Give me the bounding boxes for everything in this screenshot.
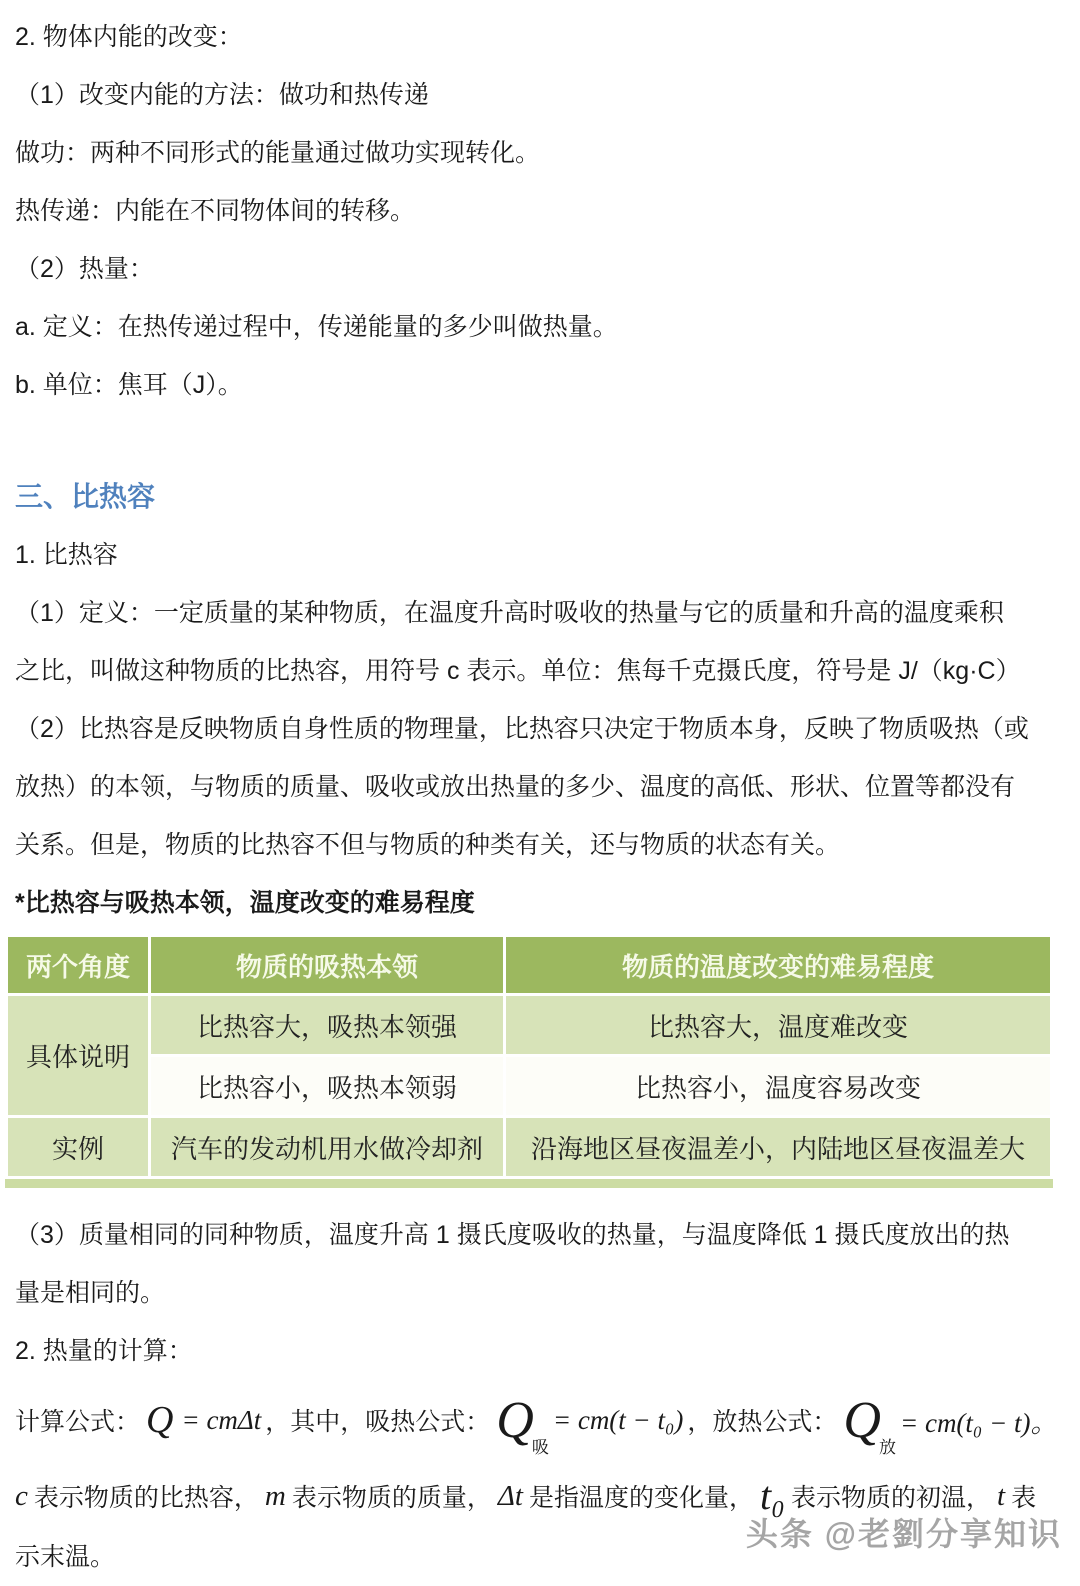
var-m: m — [264, 1479, 286, 1512]
explanation-text-5: 表 — [1011, 1484, 1037, 1512]
intro-line-6: a. 定义：在热传递过程中，传递能量的多少叫做热量。 — [15, 313, 618, 341]
heat-capacity-table — [5, 934, 1053, 1179]
table-cell-detail1-absorb: 比热容大，吸热本领强 — [151, 996, 503, 1054]
definition-line-2: 之比，叫做这种物质的比热容，用符号 c 表示。单位：焦每千克摄氏度，符号是 J/（kg·C） — [15, 657, 1021, 685]
table-header-row — [8, 937, 1050, 993]
explanation-text-2: 表示物质的质量， — [291, 1484, 492, 1512]
var-t: t — [997, 1479, 1006, 1512]
subsection-title: 1. 比热容 — [15, 541, 118, 569]
intro-line-7: b. 单位：焦耳（J）。 — [15, 371, 243, 399]
table-row — [8, 996, 1050, 1054]
table-cell-example-temp: 沿海地区昼夜温差小，内陆地区昼夜温差大 — [506, 1118, 1050, 1176]
explanation-last-line: 示末温。 — [15, 1543, 116, 1571]
section-title: 三、比热容 — [15, 481, 156, 512]
table-header-absorb: 物质的吸热本领 — [151, 937, 503, 993]
table-cell-detail2-absorb: 比热容小，吸热本领弱 — [151, 1057, 503, 1115]
var-c: c — [15, 1479, 28, 1512]
table-row-label-example: 实例 — [8, 1118, 148, 1176]
star-note: *比热容与吸热本领，温度改变的难易程度 — [15, 889, 475, 917]
intro-line-3: 做功：两种不同形式的能量通过做功实现转化。 — [15, 139, 541, 167]
var-delta-t: Δt — [497, 1479, 523, 1512]
table-row-label-detail: 具体说明 — [8, 996, 148, 1115]
heat-formula-line — [15, 1380, 1065, 1460]
formula-expr-absorb: = cm(t − t₀) — [552, 1404, 684, 1435]
property-line-2: 放热）的本领，与物质的质量、吸收或放出热量的多少、温度的高低、形状、位置等都没有 — [15, 773, 1016, 801]
formula-label-absorb: ，其中，吸热公式： — [265, 1408, 491, 1436]
intro-line-2: （1）改变内能的方法：做功和热传递 — [15, 81, 429, 109]
table-row — [8, 1057, 1050, 1115]
formula-expr-main: = cmΔt — [181, 1404, 262, 1435]
intro-line-5: （2）热量： — [15, 255, 154, 283]
explanation-text-3: 是指温度的变化量， — [528, 1484, 754, 1512]
table-cell-detail2-temp: 比热容小，温度容易改变 — [506, 1057, 1050, 1115]
formula-expr-release: = cm(t₀ − t)。 — [899, 1407, 1058, 1438]
table-cell-example-absorb: 汽车的发动机用水做冷却剂 — [151, 1118, 503, 1176]
table-cell-detail1-temp: 比热容大，温度难改变 — [506, 996, 1050, 1054]
point3-line-2: 量是相同的。 — [15, 1279, 166, 1307]
table-header-angle: 两个角度 — [8, 937, 148, 993]
property-line-3: 关系。但是，物质的比热容不但与物质的种类有关，还与物质的状态有关。 — [15, 831, 841, 859]
formula-label-main: 计算公式： — [15, 1408, 141, 1436]
table-row — [8, 1118, 1050, 1176]
intro-line-4: 热传递：内能在不同物体间的转移。 — [15, 197, 416, 225]
property-line-1: （2）比热容是反映物质自身性质的物理量，比热容只决定于物质本身，反映了物质吸热（或 — [15, 715, 1029, 743]
formula-q-release: Q 放 — [843, 1391, 896, 1457]
var-t0: t₀ — [759, 1473, 785, 1518]
table-bottom-border — [5, 1179, 1053, 1188]
definition-line-1: （1）定义：一定质量的某种物质，在温度升高时吸收的热量与它的质量和升高的温度乘积 — [15, 599, 1004, 627]
explanation-text-1: 表示物质的比热容， — [33, 1484, 259, 1512]
table-header-temp-change: 物质的温度改变的难易程度 — [506, 937, 1050, 993]
explanation-text-4: 表示物质的初温， — [790, 1484, 991, 1512]
calc-title: 2. 热量的计算： — [15, 1337, 193, 1365]
formula-label-release: ，放热公式： — [687, 1408, 838, 1436]
point3-line-1: （3）质量相同的同种物质，温度升高 1 摄氏度吸收的热量，与温度降低 1 摄氏度放出的热 — [15, 1221, 1010, 1249]
formula-q-main: Q — [146, 1399, 174, 1441]
intro-line-1: 2. 物体内能的改变： — [15, 23, 243, 51]
watermark: 头条 @老劉分享知识 — [745, 1516, 1062, 1552]
formula-q-absorb: Q 吸 — [496, 1391, 549, 1457]
